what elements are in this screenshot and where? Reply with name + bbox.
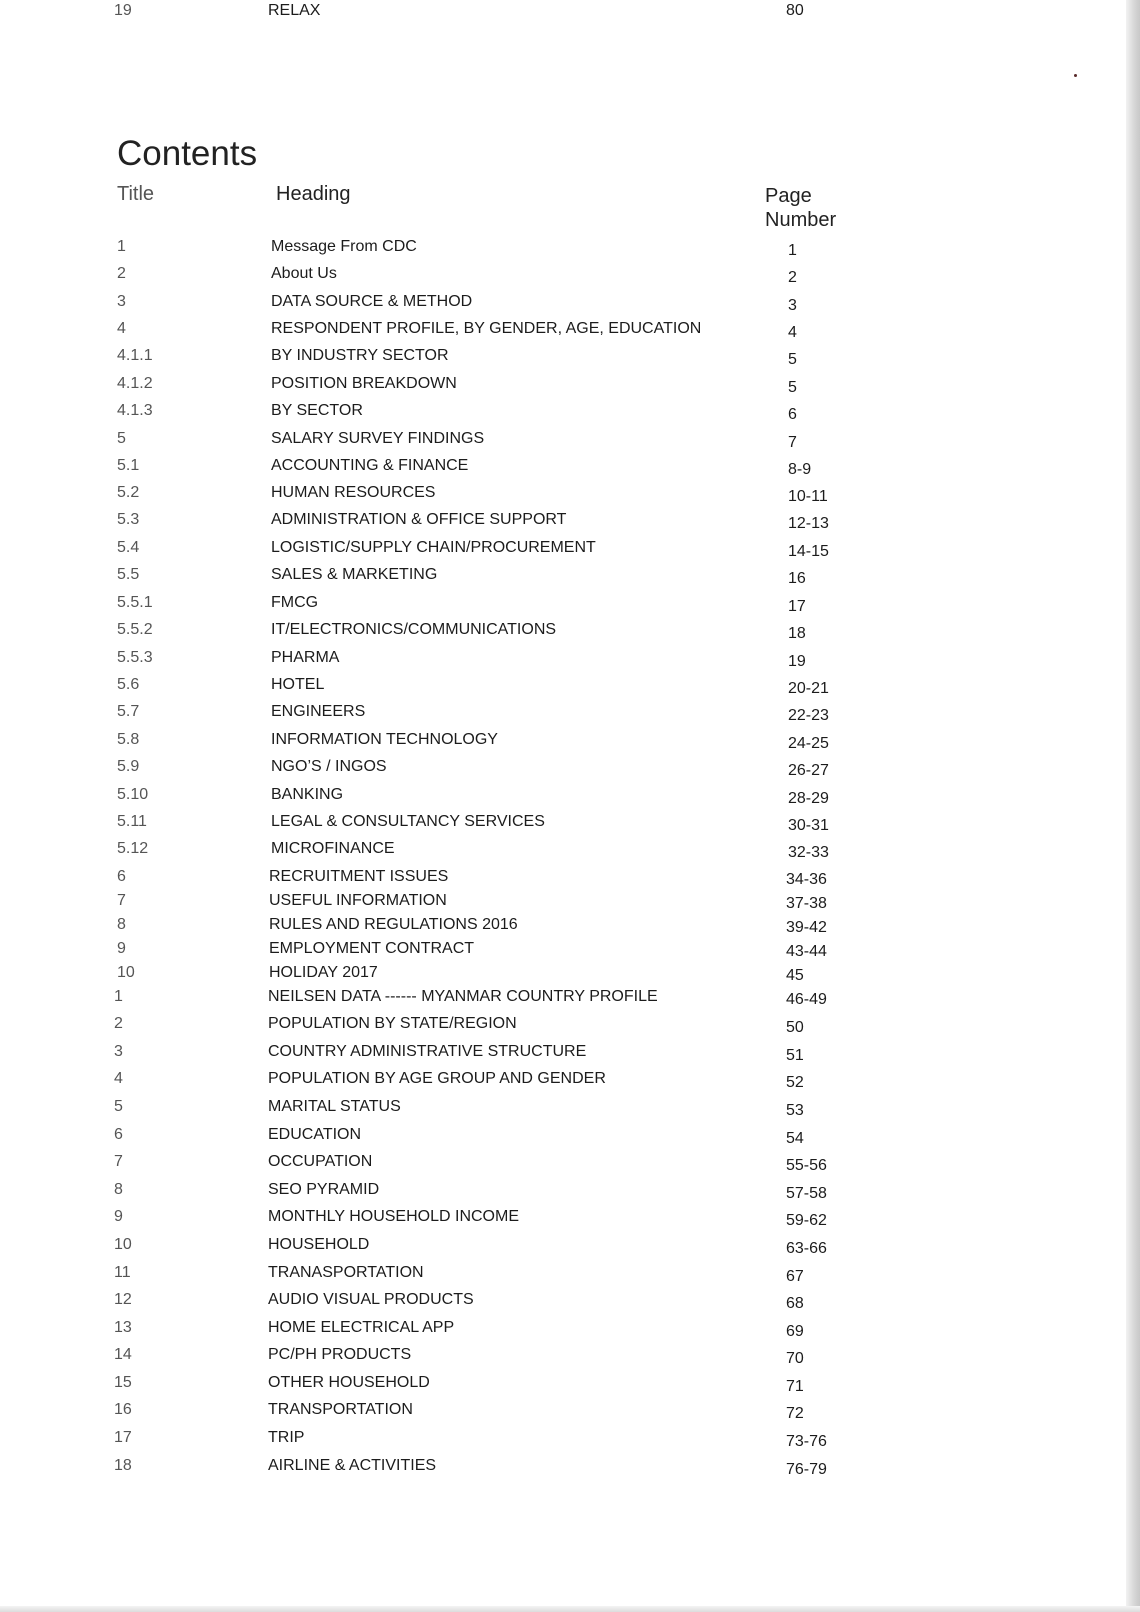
list-item <box>0 1372 1000 1394</box>
entry-number: 11 <box>114 1264 131 1281</box>
entry-heading: BY INDUSTRY SECTOR <box>271 347 449 364</box>
list-item <box>0 811 1000 833</box>
list-item <box>0 890 1000 912</box>
entry-number: 8 <box>114 1181 123 1198</box>
list-item <box>0 1399 1000 1421</box>
entry-number: 5.1 <box>117 457 140 474</box>
entry-page-number: 14-15 <box>788 543 829 560</box>
entry-page-number: 8-9 <box>788 461 812 478</box>
entry-heading: PHARMA <box>271 649 340 666</box>
entry-page-number: 54 <box>786 1130 804 1147</box>
entry-heading: MICROFINANCE <box>271 840 395 857</box>
entry-number: 10 <box>114 1236 132 1253</box>
entry-page-number: 45 <box>786 967 804 984</box>
list-item <box>0 838 1000 860</box>
entry-heading: PC/PH PRODUCTS <box>268 1346 412 1363</box>
entry-number: 5.11 <box>117 813 147 830</box>
entry-page-number: 32-33 <box>788 844 829 861</box>
entry-page-number: 30-31 <box>788 817 829 834</box>
entry-page-number: 20-21 <box>788 680 829 697</box>
list-item <box>0 784 1000 806</box>
entry-number: 5.5.1 <box>117 594 153 611</box>
list-item <box>0 1124 1000 1146</box>
entry-page-number: 70 <box>786 1350 804 1367</box>
list-item <box>0 564 1000 586</box>
list-item <box>0 647 1000 669</box>
entry-number: 4.1.3 <box>117 402 153 419</box>
entry-heading: MARITAL STATUS <box>268 1098 401 1115</box>
entry-number: 5 <box>117 430 126 447</box>
list-item <box>0 1262 1000 1284</box>
scan-speck <box>1074 74 1077 77</box>
entry-number: 5.5.2 <box>117 621 153 638</box>
entry-number: 5 <box>114 1098 123 1115</box>
entry-page-number: 7 <box>788 434 797 451</box>
entry-page-number: 80 <box>786 2 804 19</box>
entry-heading: About Us <box>271 265 337 282</box>
list-item <box>0 318 1000 340</box>
list-item <box>0 509 1000 531</box>
entry-number: 5.9 <box>117 758 140 775</box>
entry-number: 12 <box>114 1291 132 1308</box>
entry-number: 4 <box>114 1070 123 1087</box>
entry-heading: USEFUL INFORMATION <box>269 892 447 909</box>
entry-page-number: 72 <box>786 1405 804 1422</box>
list-item <box>0 482 1000 504</box>
entry-heading: POPULATION BY STATE/REGION <box>268 1015 517 1032</box>
entry-page-number: 76-79 <box>786 1461 827 1478</box>
entry-page-number: 52 <box>786 1074 804 1091</box>
entry-page-number: 10-11 <box>788 488 828 505</box>
list-item <box>0 0 1000 22</box>
entry-page-number: 26-27 <box>788 762 829 779</box>
entry-heading: ADMINISTRATION & OFFICE SUPPORT <box>271 511 567 528</box>
entry-page-number: 16 <box>788 570 806 587</box>
entry-page-number: 55-56 <box>786 1157 827 1174</box>
list-item <box>0 986 1000 1008</box>
list-item <box>0 1206 1000 1228</box>
list-item <box>0 428 1000 450</box>
entry-heading: INFORMATION TECHNOLOGY <box>271 731 498 748</box>
list-item <box>0 400 1000 422</box>
list-item <box>0 1041 1000 1063</box>
list-item <box>0 1455 1000 1477</box>
list-item <box>0 373 1000 395</box>
list-item <box>0 1234 1000 1256</box>
entry-number: 5.3 <box>117 511 140 528</box>
entry-page-number: 17 <box>788 598 806 615</box>
entry-heading: TRANSPORTATION <box>268 1401 413 1418</box>
column-header-heading: Heading <box>276 183 351 205</box>
entry-page-number: 3 <box>788 297 797 314</box>
entry-heading: HOLIDAY 2017 <box>269 964 378 981</box>
entry-number: 14 <box>114 1346 132 1363</box>
entry-page-number: 71 <box>786 1378 804 1395</box>
list-item <box>0 345 1000 367</box>
entry-heading: LOGISTIC/SUPPLY CHAIN/PROCUREMENT <box>271 539 596 556</box>
list-item <box>0 756 1000 778</box>
entry-heading: OCCUPATION <box>268 1153 373 1170</box>
entry-page-number: 18 <box>788 625 806 642</box>
list-item <box>0 236 1000 258</box>
entry-number: 5.6 <box>117 676 140 693</box>
entry-heading: RECRUITMENT ISSUES <box>269 868 449 885</box>
entry-page-number: 5 <box>788 351 797 368</box>
entry-number: 15 <box>114 1374 132 1391</box>
entry-heading: RULES AND REGULATIONS 2016 <box>269 916 518 933</box>
entry-heading: AIRLINE & ACTIVITIES <box>268 1457 437 1474</box>
list-item <box>0 674 1000 696</box>
entry-number: 9 <box>117 940 126 957</box>
entry-heading: RESPONDENT PROFILE, BY GENDER, AGE, EDUCATION <box>271 320 702 337</box>
entry-heading: NGO’S / INGOS <box>271 758 387 775</box>
entry-page-number: 69 <box>786 1323 804 1340</box>
entry-number: 1 <box>117 238 126 255</box>
entry-page-number: 53 <box>786 1102 804 1119</box>
entry-page-number: 12-13 <box>788 515 829 532</box>
list-item <box>0 263 1000 285</box>
list-item <box>0 962 1000 984</box>
entry-number: 8 <box>117 916 126 933</box>
entry-number: 5.7 <box>117 703 140 720</box>
list-item <box>0 619 1000 641</box>
entry-page-number: 2 <box>788 269 797 286</box>
entry-heading: BANKING <box>271 786 344 803</box>
entry-page-number: 46-49 <box>786 991 827 1008</box>
entry-number: 13 <box>114 1319 132 1336</box>
entry-number: 5.2 <box>117 484 140 501</box>
page-title: Contents <box>117 134 258 173</box>
entry-heading: BY SECTOR <box>271 402 363 419</box>
list-item <box>0 291 1000 313</box>
list-item <box>0 1344 1000 1366</box>
entry-heading: DATA SOURCE & METHOD <box>271 293 473 310</box>
list-item <box>0 1317 1000 1339</box>
list-item <box>0 1427 1000 1449</box>
entry-heading: TRIP <box>268 1429 305 1446</box>
list-item <box>0 938 1000 960</box>
page-edge-shadow <box>1126 0 1140 1612</box>
list-item <box>0 1289 1000 1311</box>
entry-page-number: 63-66 <box>786 1240 827 1257</box>
entry-number: 5.12 <box>117 840 149 857</box>
entry-number: 6 <box>114 1126 123 1143</box>
list-item <box>0 1179 1000 1201</box>
list-item <box>0 592 1000 614</box>
entry-heading: HOME ELECTRICAL APP <box>268 1319 455 1336</box>
entry-page-number: 68 <box>786 1295 804 1312</box>
list-item <box>0 455 1000 477</box>
column-header-page-number: Page Number <box>765 185 837 231</box>
list-item <box>0 914 1000 936</box>
entry-page-number: 50 <box>786 1019 804 1036</box>
list-item <box>0 1013 1000 1035</box>
entry-heading: OTHER HOUSEHOLD <box>268 1374 430 1391</box>
entry-heading: TRANASPORTATION <box>268 1264 424 1281</box>
entry-page-number: 34-36 <box>786 871 827 888</box>
entry-number: 5.5.3 <box>117 649 153 666</box>
entry-page-number: 67 <box>786 1268 804 1285</box>
entry-heading: HOTEL <box>271 676 325 693</box>
entry-number: 3 <box>114 1043 123 1060</box>
entry-heading: MONTHLY HOUSEHOLD INCOME <box>268 1208 519 1225</box>
entry-heading: ACCOUNTING & FINANCE <box>271 457 469 474</box>
entry-number: 2 <box>114 1015 123 1032</box>
entry-number: 10 <box>117 964 135 981</box>
entry-number: 2 <box>117 265 126 282</box>
entry-page-number: 37-38 <box>786 895 827 912</box>
entry-number: 19 <box>114 2 132 19</box>
entry-page-number: 19 <box>788 653 806 670</box>
entry-page-number: 51 <box>786 1047 804 1064</box>
entry-heading: POPULATION BY AGE GROUP AND GENDER <box>268 1070 606 1087</box>
entry-number: 3 <box>117 293 126 310</box>
entry-heading: HOUSEHOLD <box>268 1236 370 1253</box>
entry-page-number: 24-25 <box>788 735 829 752</box>
entry-heading: LEGAL & CONSULTANCY SERVICES <box>271 813 545 830</box>
entry-number: 9 <box>114 1208 123 1225</box>
entry-heading: SALES & MARKETING <box>271 566 438 583</box>
entry-page-number: 28-29 <box>788 790 829 807</box>
entry-heading: ENGINEERS <box>271 703 366 720</box>
entry-number: 6 <box>117 868 126 885</box>
list-item <box>0 729 1000 751</box>
entry-number: 5.5 <box>117 566 140 583</box>
entry-heading: SALARY SURVEY FINDINGS <box>271 430 485 447</box>
entry-number: 5.8 <box>117 731 140 748</box>
entry-heading: AUDIO VISUAL PRODUCTS <box>268 1291 474 1308</box>
entry-page-number: 73-76 <box>786 1433 827 1450</box>
entry-number: 4 <box>117 320 126 337</box>
entry-heading: FMCG <box>271 594 319 611</box>
entry-page-number: 4 <box>788 324 797 341</box>
entry-heading: EDUCATION <box>268 1126 362 1143</box>
entry-number: 7 <box>117 892 126 909</box>
entry-number: 4.1.2 <box>117 375 153 392</box>
column-header-title: Title <box>117 183 155 205</box>
entry-page-number: 22-23 <box>788 707 829 724</box>
entry-number: 18 <box>114 1457 132 1474</box>
entry-heading: RELAX <box>268 2 321 19</box>
entry-number: 17 <box>114 1429 132 1446</box>
entry-page-number: 59-62 <box>786 1212 827 1229</box>
entry-page-number: 57-58 <box>786 1185 827 1202</box>
list-item <box>0 1096 1000 1118</box>
list-item <box>0 1151 1000 1173</box>
entry-number: 1 <box>114 988 123 1005</box>
entry-heading: SEO PYRAMID <box>268 1181 380 1198</box>
entry-heading: IT/ELECTRONICS/COMMUNICATIONS <box>271 621 557 638</box>
entry-heading: Message From CDC <box>271 238 417 255</box>
entry-heading: POSITION BREAKDOWN <box>271 375 457 392</box>
list-item <box>0 866 1000 888</box>
entry-page-number: 6 <box>788 406 797 423</box>
list-item <box>0 1068 1000 1090</box>
page-bottom-edge <box>0 1606 1140 1612</box>
entry-heading: COUNTRY ADMINISTRATIVE STRUCTURE <box>268 1043 587 1060</box>
entry-number: 7 <box>114 1153 123 1170</box>
entry-number: 16 <box>114 1401 132 1418</box>
entry-page-number: 43-44 <box>786 943 827 960</box>
entry-page-number: 1 <box>788 242 797 259</box>
list-item <box>0 537 1000 559</box>
entry-number: 5.10 <box>117 786 149 803</box>
entry-heading: NEILSEN DATA ------ MYANMAR COUNTRY PROFILE <box>268 988 658 1005</box>
entry-heading: EMPLOYMENT CONTRACT <box>269 940 475 957</box>
entry-page-number: 5 <box>788 379 797 396</box>
list-item <box>0 701 1000 723</box>
entry-number: 4.1.1 <box>117 347 153 364</box>
entry-heading: HUMAN RESOURCES <box>271 484 436 501</box>
entry-number: 5.4 <box>117 539 140 556</box>
entry-page-number: 39-42 <box>786 919 827 936</box>
